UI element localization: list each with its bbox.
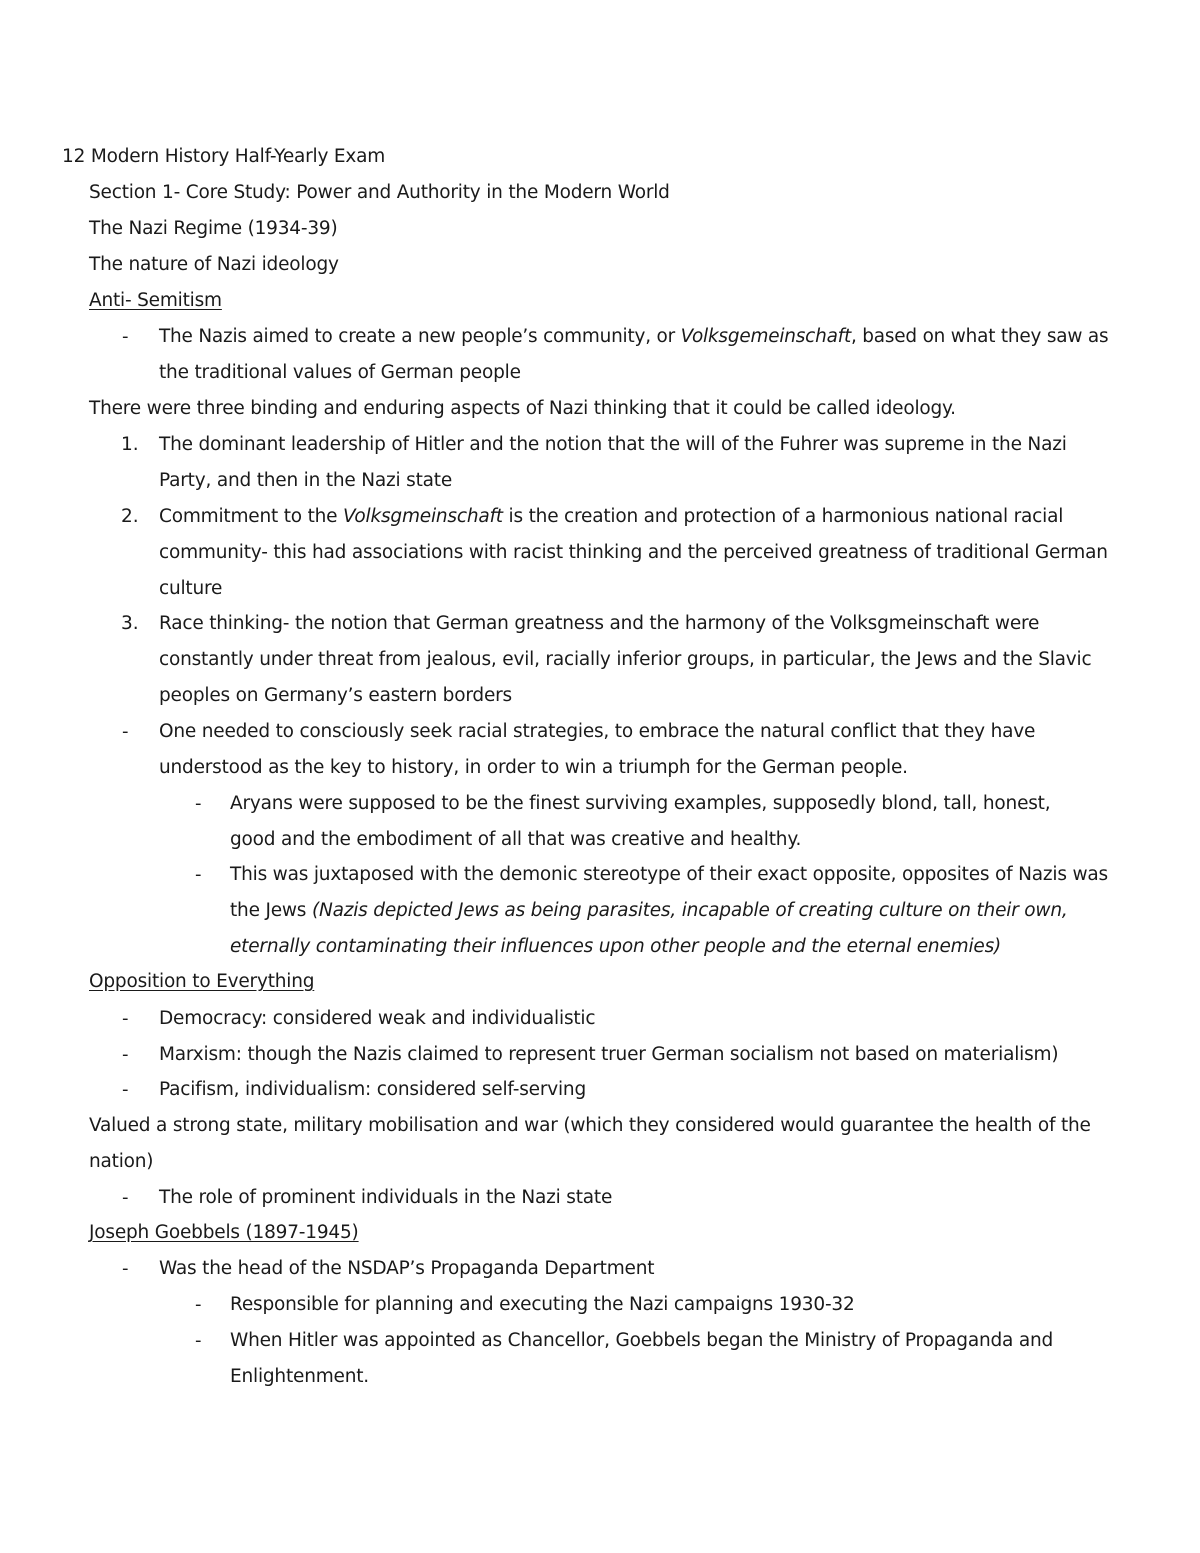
racial-bullet-line-1: One needed to consciously seek racial strategies, to embrace the natural conflict that they have: [159, 721, 1036, 742]
valued-line-2: nation): [89, 1151, 154, 1172]
aspect-2-line-1: Commitment to the Volksgmeinschaft is the creation and protection of a harmonious national racial: [159, 506, 1064, 527]
bullet-dash: -: [122, 1079, 129, 1100]
opposition-heading: Opposition to Everything: [89, 971, 315, 992]
opposition-marxism: Marxism: though the Nazis claimed to represent truer German socialism not based on materialism): [159, 1044, 1059, 1065]
goebbels-sub-2-line-2: Enlightenment.: [230, 1366, 369, 1387]
bullet-dash: -: [122, 1187, 129, 1208]
antisemitism-bullet-cont: the traditional values of German people: [159, 362, 521, 383]
subtopic-heading: The nature of Nazi ideology: [89, 254, 339, 275]
aspect-3-line-3: peoples on Germany’s eastern borders: [159, 685, 512, 706]
bullet-dash: -: [122, 721, 129, 742]
juxtaposed-line-1: This was juxtaposed with the demonic stereotype of their exact opposite, opposites of Nazis was: [230, 864, 1108, 885]
antisemitism-bullet: The Nazis aimed to create a new people’s community, or Volksgemeinschaft, based on what they saw as: [159, 326, 1109, 347]
volksgmeinschaft-term: Volksgmeinschaft: [343, 506, 503, 527]
aspect-2-line-2: community- this had associations with racist thinking and the perceived greatness of traditional German: [159, 542, 1108, 563]
goebbels-sub-2-line-1: When Hitler was appointed as Chancellor, Goebbels began the Ministry of Propaganda and: [230, 1330, 1054, 1351]
bullet-dash: -: [195, 793, 202, 814]
bullet-dash: -: [122, 1008, 129, 1029]
goebbels-heading: Joseph Goebbels (1897-1945): [89, 1222, 359, 1243]
list-number: 3.: [121, 613, 139, 634]
juxtaposed-line-2: the Jews (Nazis depicted Jews as being parasites, incapable of creating culture on their own,: [230, 900, 1068, 921]
bullet-dash: -: [122, 326, 129, 347]
bullet-dash: -: [122, 1044, 129, 1065]
list-number: 1.: [121, 434, 139, 455]
aspect-2-line-3: culture: [159, 578, 223, 599]
opposition-democracy: Democracy: considered weak and individualistic: [159, 1008, 596, 1029]
aspect-1-line-1: The dominant leadership of Hitler and the notion that the will of the Fuhrer was supreme in the Nazi: [159, 434, 1067, 455]
aryans-line-1: Aryans were supposed to be the finest surviving examples, supposedly blond, tall, honest,: [230, 793, 1051, 814]
juxtaposed-line-3: eternally contaminating their influences upon other people and the eternal enemies): [230, 936, 1002, 957]
ideology-intro: There were three binding and enduring aspects of Nazi thinking that it could be called ideology.: [89, 398, 956, 419]
list-number: 2.: [121, 506, 139, 527]
bullet-dash: -: [195, 1294, 202, 1315]
antisemitism-heading: Anti- Semitism: [89, 290, 222, 311]
aryans-line-2: good and the embodiment of all that was creative and healthy.: [230, 829, 802, 850]
racial-bullet-line-2: understood as the key to history, in order to win a triumph for the German people.: [159, 757, 908, 778]
prominent-individuals: The role of prominent individuals in the Nazi state: [159, 1187, 613, 1208]
opposition-pacifism: Pacifism, individualism: considered self-serving: [159, 1079, 586, 1100]
topic-heading: The Nazi Regime (1934-39): [89, 218, 338, 239]
aspect-3-line-1: Race thinking- the notion that German greatness and the harmony of the Volksgmeinschaft were: [159, 613, 1040, 634]
valued-line-1: Valued a strong state, military mobilisation and war (which they considered would guarantee the health of the: [89, 1115, 1091, 1136]
volksgemeinschaft-term: Volksgemeinschaft: [680, 326, 851, 347]
bullet-dash: -: [122, 1258, 129, 1279]
bullet-dash: -: [195, 864, 202, 885]
goebbels-bullet-1: Was the head of the NSDAP’s Propaganda Department: [159, 1258, 655, 1279]
aspect-1-line-2: Party, and then in the Nazi state: [159, 470, 453, 491]
document-title: 12 Modern History Half-Yearly Exam: [62, 146, 386, 167]
section-heading: Section 1- Core Study: Power and Authority in the Modern World: [89, 182, 670, 203]
aspect-3-line-2: constantly under threat from jealous, evil, racially inferior groups, in particular, the Jews and the Slavic: [159, 649, 1092, 670]
goebbels-sub-1: Responsible for planning and executing the Nazi campaigns 1930-32: [230, 1294, 855, 1315]
bullet-dash: -: [195, 1330, 202, 1351]
